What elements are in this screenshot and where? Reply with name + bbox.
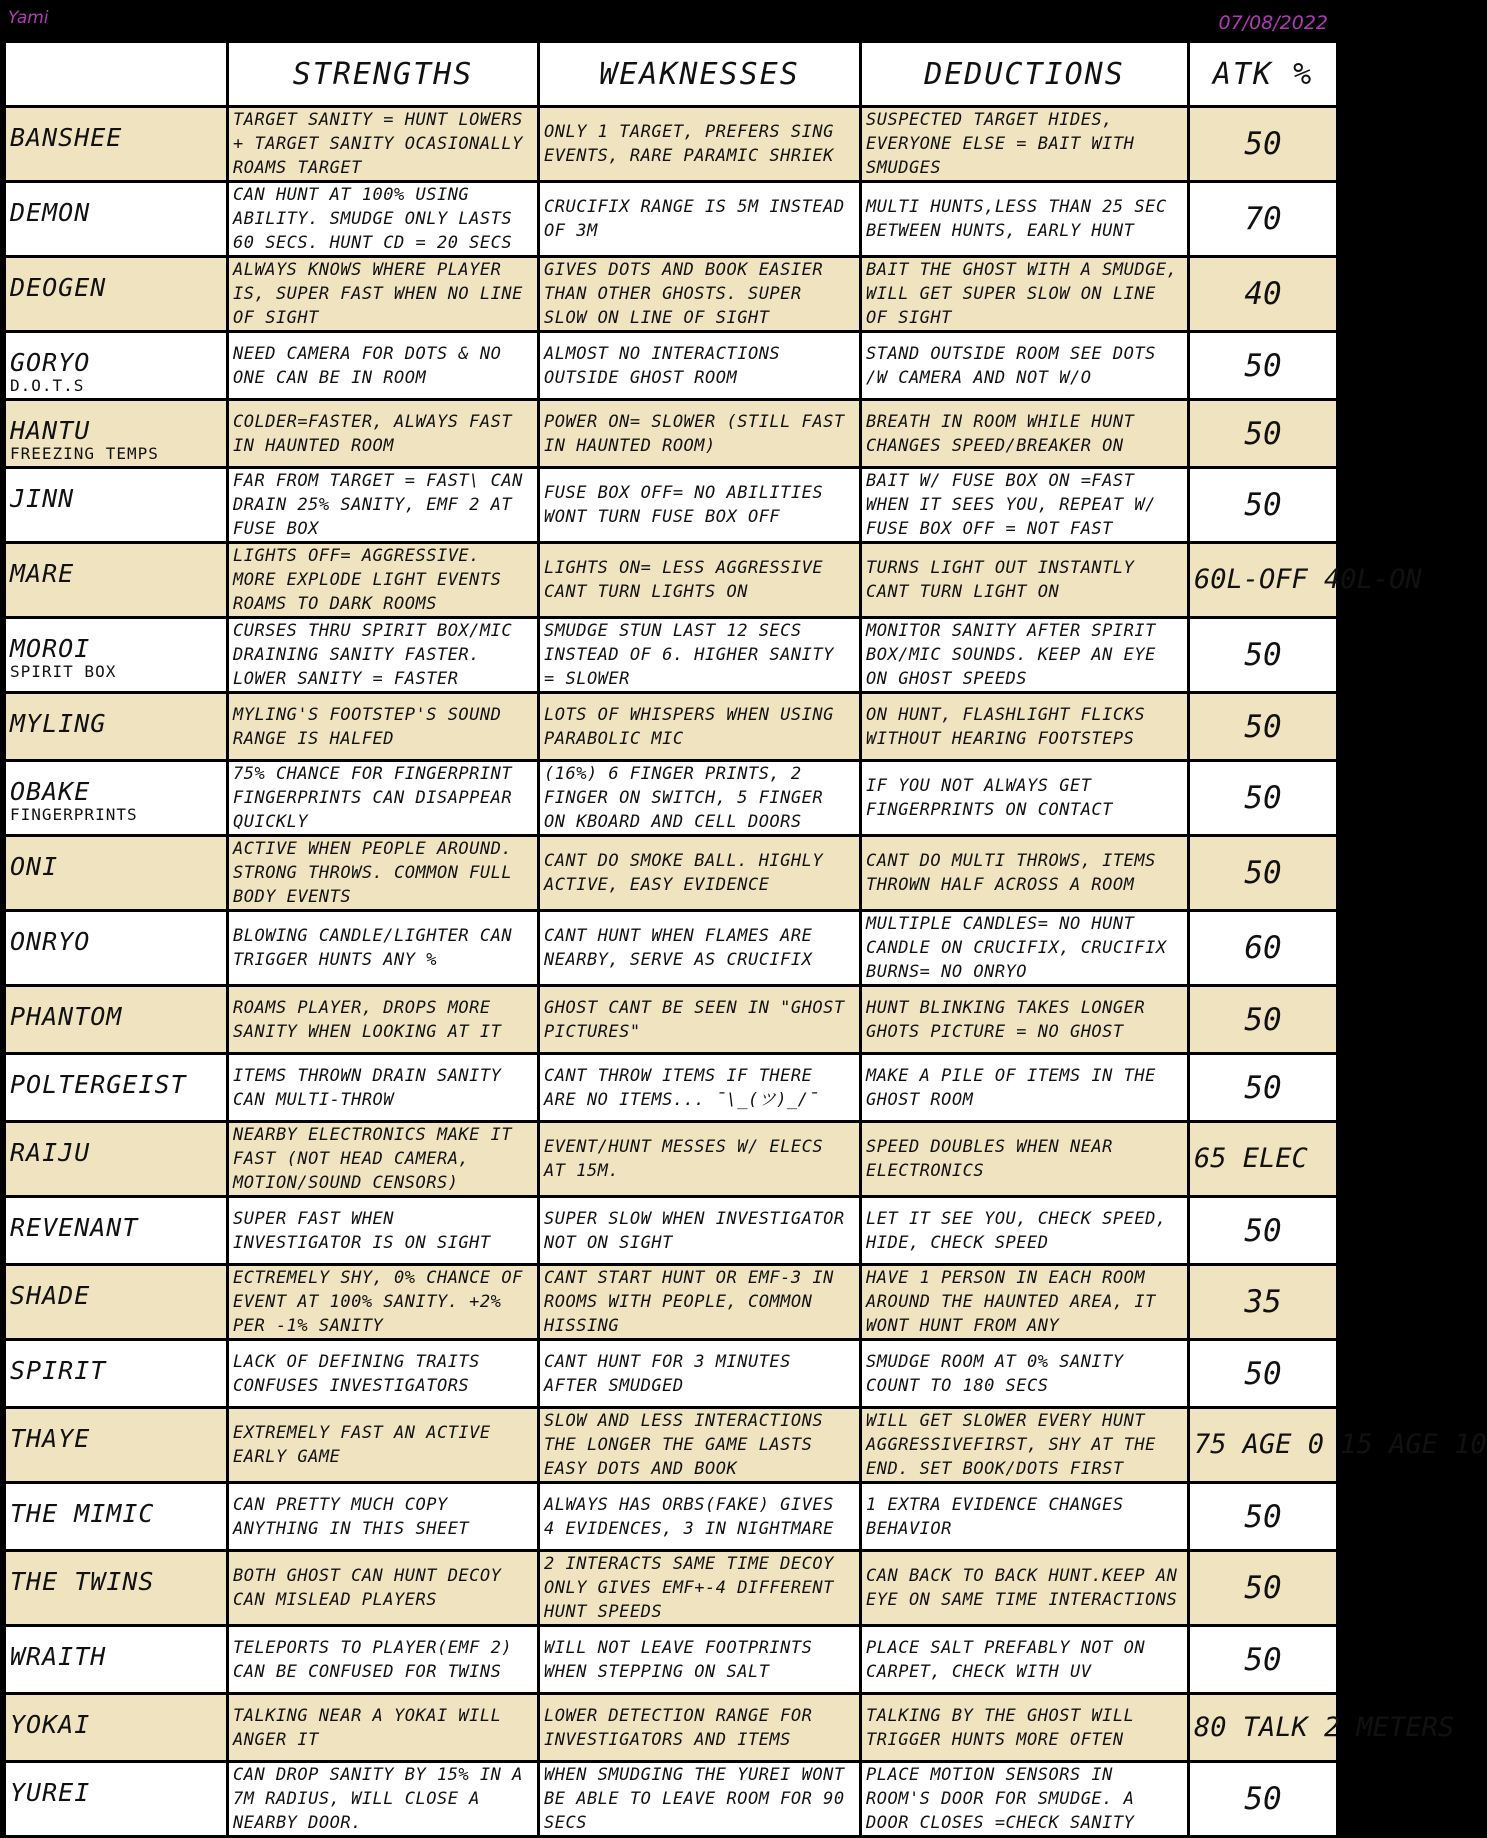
- ghost-table: [3, 40, 1487, 1838]
- weaknesses-cell: LIGHTS ON= LESS AGGRESSIVE CANT TURN LIGHTS ON: [539, 543, 861, 618]
- atk-cell: 50: [1189, 1340, 1338, 1408]
- table-row: [5, 107, 1338, 182]
- weaknesses-cell: EVENT/HUNT MESSES W/ ELECS AT 15M.: [539, 1122, 861, 1197]
- ghost-name: MARE: [10, 559, 75, 588]
- ghost-name-cell: [5, 1265, 228, 1340]
- atk-cell: 40: [1189, 257, 1338, 332]
- weaknesses-cell: GIVES DOTS AND BOOK EASIER THAN OTHER GHOSTS. SUPER SLOW ON LINE OF SIGHT: [539, 257, 861, 332]
- table-row: [5, 1340, 1338, 1408]
- atk-cell: 80 TALK 2 METERS: [1189, 1694, 1338, 1762]
- deductions-cell: PLACE MOTION SENSORS IN ROOM'S DOOR FOR SMUDGE. A DOOR CLOSES =CHECK SANITY: [861, 1762, 1189, 1837]
- deductions-cell: IF YOU NOT ALWAYS GET FINGERPRINTS ON CONTACT: [861, 761, 1189, 836]
- table-row: [5, 1408, 1338, 1483]
- strengths-cell: TALKING NEAR A YOKAI WILL ANGER IT: [228, 1694, 539, 1762]
- weaknesses-cell: LOTS OF WHISPERS WHEN USING PARABOLIC MIC: [539, 693, 861, 761]
- atk-cell: 50: [1189, 1483, 1338, 1551]
- table-row: [5, 986, 1338, 1054]
- ghost-name-cell: [5, 761, 228, 836]
- header-weaknesses: WEAKNESSES: [539, 42, 861, 107]
- strengths-cell: COLDER=FASTER, ALWAYS FAST IN HAUNTED ROOM: [228, 400, 539, 468]
- deductions-cell: LET IT SEE YOU, CHECK SPEED, HIDE, CHECK SPEED: [861, 1197, 1189, 1265]
- atk-cell: 50: [1189, 1054, 1338, 1122]
- ghost-name: MYLING: [10, 709, 107, 738]
- deductions-cell: PLACE SALT PREFABLY NOT ON CARPET, CHECK WITH UV: [861, 1626, 1189, 1694]
- table-row: [5, 1122, 1338, 1197]
- strengths-cell: TARGET SANITY = HUNT LOWERS + TARGET SANITY OCASIONALLY ROAMS TARGET: [228, 107, 539, 182]
- ghost-name: SPIRIT: [10, 1356, 107, 1385]
- ghost-name: JINN: [10, 484, 75, 513]
- ghost-evidence: SPIRIT BOX: [10, 662, 117, 681]
- ghost-name-cell: [5, 1483, 228, 1551]
- deductions-cell: BAIT W/ FUSE BOX ON =FAST WHEN IT SEES YOU, REPEAT W/ FUSE BOX OFF = NOT FAST: [861, 468, 1189, 543]
- deductions-cell: MAKE A PILE OF ITEMS IN THE GHOST ROOM: [861, 1054, 1189, 1122]
- weaknesses-cell: LOWER DETECTION RANGE FOR INVESTIGATORS AND ITEMS: [539, 1694, 861, 1762]
- strengths-cell: CAN DROP SANITY BY 15% IN A 7M RADIUS, WILL CLOSE A NEARBY DOOR.: [228, 1762, 539, 1837]
- atk-cell: 50: [1189, 1626, 1338, 1694]
- ghost-name: ONI: [10, 852, 59, 881]
- atk-cell: 60L-OFF 40L-ON: [1189, 543, 1338, 618]
- atk-cell: 35: [1189, 1265, 1338, 1340]
- ghost-name-cell: [5, 182, 228, 257]
- strengths-cell: 75% CHANCE FOR FINGERPRINT FINGERPRINTS CAN DISAPPEAR QUICKLY: [228, 761, 539, 836]
- table-row: [5, 1197, 1338, 1265]
- deductions-cell: SUSPECTED TARGET HIDES, EVERYONE ELSE = BAIT WITH SMUDGES: [861, 107, 1189, 182]
- weaknesses-cell: CANT THROW ITEMS IF THERE ARE NO ITEMS... ¯\_(ツ)_/¯: [539, 1054, 861, 1122]
- deductions-cell: MULTI HUNTS,LESS THAN 25 SEC BETWEEN HUNTS, EARLY HUNT: [861, 182, 1189, 257]
- ghost-name: OBAKE: [10, 777, 91, 806]
- ghost-name-cell: [5, 107, 228, 182]
- weaknesses-cell: GHOST CANT BE SEEN IN "GHOST PICTURES": [539, 986, 861, 1054]
- ghost-name-cell: [5, 1626, 228, 1694]
- header-empty: [5, 42, 228, 107]
- table-row: [5, 1694, 1338, 1762]
- weaknesses-cell: CANT HUNT WHEN FLAMES ARE NEARBY, SERVE AS CRUCIFIX: [539, 911, 861, 986]
- weaknesses-cell: SUPER SLOW WHEN INVESTIGATOR NOT ON SIGHT: [539, 1197, 861, 1265]
- deductions-cell: TALKING BY THE GHOST WILL TRIGGER HUNTS MORE OFTEN: [861, 1694, 1189, 1762]
- deductions-cell: STAND OUTSIDE ROOM SEE DOTS /W CAMERA AND NOT W/O: [861, 332, 1189, 400]
- strengths-cell: CAN HUNT AT 100% USING ABILITY. SMUDGE ONLY LASTS 60 SECS. HUNT CD = 20 SECS: [228, 182, 539, 257]
- weaknesses-cell: CANT START HUNT OR EMF-3 IN ROOMS WITH PEOPLE, COMMON HISSING: [539, 1265, 861, 1340]
- header-strengths: STRENGTHS: [228, 42, 539, 107]
- weaknesses-cell: WHEN SMUDGING THE YUREI WONT BE ABLE TO LEAVE ROOM FOR 90 SECS: [539, 1762, 861, 1837]
- ghost-name: POLTERGEIST: [10, 1070, 187, 1099]
- ghost-name: ONRYO: [10, 927, 91, 956]
- strengths-cell: ITEMS THROWN DRAIN SANITY CAN MULTI-THROW: [228, 1054, 539, 1122]
- ghost-name: GORYO: [10, 348, 91, 377]
- deductions-cell: WILL GET SLOWER EVERY HUNT AGGRESSIVEFIRST, SHY AT THE END. SET BOOK/DOTS FIRST: [861, 1408, 1189, 1483]
- table-row: [5, 1054, 1338, 1122]
- weaknesses-cell: 2 INTERACTS SAME TIME DECOY ONLY GIVES EMF+-4 DIFFERENT HUNT SPEEDS: [539, 1551, 861, 1626]
- ghost-evidence: D.O.T.S: [10, 376, 85, 395]
- author-label: Yami: [8, 8, 49, 28]
- atk-cell: 50: [1189, 618, 1338, 693]
- atk-cell: 70: [1189, 182, 1338, 257]
- ghost-name: BANSHEE: [10, 123, 123, 152]
- atk-cell: 50: [1189, 332, 1338, 400]
- ghost-name: YOKAI: [10, 1710, 91, 1739]
- ghost-name: THE TWINS: [10, 1567, 155, 1596]
- ghost-name: RAIJU: [10, 1138, 91, 1167]
- weaknesses-cell: ALWAYS HAS ORBS(FAKE) GIVES 4 EVIDENCES, 3 IN NIGHTMARE: [539, 1483, 861, 1551]
- deductions-cell: BAIT THE GHOST WITH A SMUDGE, WILL GET SUPER SLOW ON LINE OF SIGHT: [861, 257, 1189, 332]
- weaknesses-cell: ONLY 1 TARGET, PREFERS SING EVENTS, RARE PARAMIC SHRIEK: [539, 107, 861, 182]
- weaknesses-cell: FUSE BOX OFF= NO ABILITIES WONT TURN FUSE BOX OFF: [539, 468, 861, 543]
- header-atk: ATK %: [1189, 42, 1338, 107]
- ghost-name-cell: [5, 1694, 228, 1762]
- weaknesses-cell: (16%) 6 FINGER PRINTS, 2 FINGER ON SWITCH, 5 FINGER ON KBOARD AND CELL DOORS: [539, 761, 861, 836]
- strengths-cell: TELEPORTS TO PLAYER(EMF 2) CAN BE CONFUSED FOR TWINS: [228, 1626, 539, 1694]
- strengths-cell: FAR FROM TARGET = FAST\ CAN DRAIN 25% SANITY, EMF 2 AT FUSE BOX: [228, 468, 539, 543]
- deductions-cell: HAVE 1 PERSON IN EACH ROOM AROUND THE HAUNTED AREA, IT WONT HUNT FROM ANY: [861, 1265, 1189, 1340]
- ghost-name-cell: [5, 1122, 228, 1197]
- table-row: [5, 693, 1338, 761]
- weaknesses-cell: SLOW AND LESS INTERACTIONS THE LONGER THE GAME LASTS EASY DOTS AND BOOK: [539, 1408, 861, 1483]
- ghost-name: DEOGEN: [10, 273, 107, 302]
- ghost-name: PHANTOM: [10, 1002, 123, 1031]
- ghost-name-cell: [5, 543, 228, 618]
- ghost-name-cell: [5, 400, 228, 468]
- header-row: [5, 42, 1338, 107]
- deductions-cell: MULTIPLE CANDLES= NO HUNT CANDLE ON CRUCIFIX, CRUCIFIX BURNS= NO ONRYO: [861, 911, 1189, 986]
- strengths-cell: LIGHTS OFF= AGGRESSIVE. MORE EXPLODE LIGHT EVENTS ROAMS TO DARK ROOMS: [228, 543, 539, 618]
- deductions-cell: TURNS LIGHT OUT INSTANTLY CANT TURN LIGHT ON: [861, 543, 1189, 618]
- date-label: 07/08/2022: [1218, 12, 1328, 34]
- atk-cell: 50: [1189, 107, 1338, 182]
- deductions-cell: BREATH IN ROOM WHILE HUNT CHANGES SPEED/BREAKER ON: [861, 400, 1189, 468]
- ghost-name: SHADE: [10, 1281, 91, 1310]
- ghost-name-cell: [5, 1054, 228, 1122]
- table-row: [5, 468, 1338, 543]
- ghost-name-cell: [5, 911, 228, 986]
- deductions-cell: SMUDGE ROOM AT 0% SANITY COUNT TO 180 SECS: [861, 1340, 1189, 1408]
- table-row: [5, 1551, 1338, 1626]
- ghost-evidence: FREEZING TEMPS: [10, 444, 159, 463]
- ghost-name-cell: [5, 986, 228, 1054]
- deductions-cell: 1 EXTRA EVIDENCE CHANGES BEHAVIOR: [861, 1483, 1189, 1551]
- ghost-name-cell: [5, 1340, 228, 1408]
- atk-cell: 50: [1189, 761, 1338, 836]
- atk-cell: 50: [1189, 468, 1338, 543]
- strengths-cell: ECTREMELY SHY, 0% CHANCE OF EVENT AT 100% SANITY. +2% PER -1% SANITY: [228, 1265, 539, 1340]
- weaknesses-cell: ALMOST NO INTERACTIONS OUTSIDE GHOST ROOM: [539, 332, 861, 400]
- strengths-cell: NEARBY ELECTRONICS MAKE IT FAST (NOT HEAD CAMERA, MOTION/SOUND CENSORS): [228, 1122, 539, 1197]
- ghost-name: WRAITH: [10, 1642, 107, 1671]
- weaknesses-cell: WILL NOT LEAVE FOOTPRINTS WHEN STEPPING ON SALT: [539, 1626, 861, 1694]
- weaknesses-cell: POWER ON= SLOWER (STILL FAST IN HAUNTED ROOM): [539, 400, 861, 468]
- deductions-cell: MONITOR SANITY AFTER SPIRIT BOX/MIC SOUNDS. KEEP AN EYE ON GHOST SPEEDS: [861, 618, 1189, 693]
- header-deductions: DEDUCTIONS: [861, 42, 1189, 107]
- atk-cell: 50: [1189, 1762, 1338, 1837]
- table-row: [5, 400, 1338, 468]
- table-row: [5, 332, 1338, 400]
- strengths-cell: ROAMS PLAYER, DROPS MORE SANITY WHEN LOOKING AT IT: [228, 986, 539, 1054]
- deductions-cell: CAN BACK TO BACK HUNT.KEEP AN EYE ON SAME TIME INTERACTIONS: [861, 1551, 1189, 1626]
- atk-cell: 50: [1189, 836, 1338, 911]
- table-row: [5, 836, 1338, 911]
- atk-cell: 50: [1189, 1551, 1338, 1626]
- strengths-cell: CURSES THRU SPIRIT BOX/MIC DRAINING SANITY FASTER. LOWER SANITY = FASTER: [228, 618, 539, 693]
- strengths-cell: CAN PRETTY MUCH COPY ANYTHING IN THIS SHEET: [228, 1483, 539, 1551]
- ghost-name-cell: [5, 1408, 228, 1483]
- ghost-name-cell: [5, 1551, 228, 1626]
- strengths-cell: ALWAYS KNOWS WHERE PLAYER IS, SUPER FAST WHEN NO LINE OF SIGHT: [228, 257, 539, 332]
- table-row: [5, 257, 1338, 332]
- atk-cell: 50: [1189, 693, 1338, 761]
- weaknesses-cell: CANT DO SMOKE BALL. HIGHLY ACTIVE, EASY EVIDENCE: [539, 836, 861, 911]
- table-row: [5, 543, 1338, 618]
- table-row: [5, 911, 1338, 986]
- strengths-cell: LACK OF DEFINING TRAITS CONFUSES INVESTIGATORS: [228, 1340, 539, 1408]
- ghost-name-cell: [5, 693, 228, 761]
- strengths-cell: BOTH GHOST CAN HUNT DECOY CAN MISLEAD PLAYERS: [228, 1551, 539, 1626]
- ghost-name: THE MIMIC: [10, 1499, 155, 1528]
- strengths-cell: MYLING'S FOOTSTEP'S SOUND RANGE IS HALFED: [228, 693, 539, 761]
- atk-cell: 60: [1189, 911, 1338, 986]
- strengths-cell: SUPER FAST WHEN INVESTIGATOR IS ON SIGHT: [228, 1197, 539, 1265]
- weaknesses-cell: SMUDGE STUN LAST 12 SECS INSTEAD OF 6. HIGHER SANITY = SLOWER: [539, 618, 861, 693]
- ghost-name-cell: [5, 257, 228, 332]
- table-row: [5, 1626, 1338, 1694]
- weaknesses-cell: CANT HUNT FOR 3 MINUTES AFTER SMUDGED: [539, 1340, 861, 1408]
- deductions-cell: ON HUNT, FLASHLIGHT FLICKS WITHOUT HEARING FOOTSTEPS: [861, 693, 1189, 761]
- table-row: [5, 1762, 1338, 1837]
- ghost-name-cell: [5, 1762, 228, 1837]
- atk-cell: 75 AGE 0 15 AGE 10: [1189, 1408, 1338, 1483]
- ghost-name-cell: [5, 332, 228, 400]
- deductions-cell: HUNT BLINKING TAKES LONGER GHOTS PICTURE = NO GHOST: [861, 986, 1189, 1054]
- ghost-name-cell: [5, 836, 228, 911]
- table-row: [5, 1483, 1338, 1551]
- ghost-name: REVENANT: [10, 1213, 139, 1242]
- top-bar: [0, 0, 1336, 40]
- ghost-name-cell: [5, 618, 228, 693]
- deductions-cell: SPEED DOUBLES WHEN NEAR ELECTRONICS: [861, 1122, 1189, 1197]
- table-row: [5, 1265, 1338, 1340]
- ghost-name: HANTU: [10, 416, 91, 445]
- deductions-cell: CANT DO MULTI THROWS, ITEMS THROWN HALF ACROSS A ROOM: [861, 836, 1189, 911]
- table-row: [5, 761, 1338, 836]
- table-row: [5, 618, 1338, 693]
- ghost-name-cell: [5, 468, 228, 543]
- strengths-cell: ACTIVE WHEN PEOPLE AROUND. STRONG THROWS. COMMON FULL BODY EVENTS: [228, 836, 539, 911]
- atk-cell: 50: [1189, 1197, 1338, 1265]
- ghost-name: THAYE: [10, 1424, 91, 1453]
- ghost-name: MOROI: [10, 634, 91, 663]
- strengths-cell: BLOWING CANDLE/LIGHTER CAN TRIGGER HUNTS ANY %: [228, 911, 539, 986]
- atk-cell: 50: [1189, 400, 1338, 468]
- ghost-name: DEMON: [10, 198, 91, 227]
- table-row: [5, 182, 1338, 257]
- strengths-cell: NEED CAMERA FOR DOTS & NO ONE CAN BE IN ROOM: [228, 332, 539, 400]
- weaknesses-cell: CRUCIFIX RANGE IS 5M INSTEAD OF 3M: [539, 182, 861, 257]
- ghost-name: YUREI: [10, 1778, 91, 1807]
- ghost-evidence: FINGERPRINTS: [10, 805, 138, 824]
- strengths-cell: EXTREMELY FAST AN ACTIVE EARLY GAME: [228, 1408, 539, 1483]
- ghost-name-cell: [5, 1197, 228, 1265]
- atk-cell: 50: [1189, 986, 1338, 1054]
- atk-cell: 65 ELEC: [1189, 1122, 1338, 1197]
